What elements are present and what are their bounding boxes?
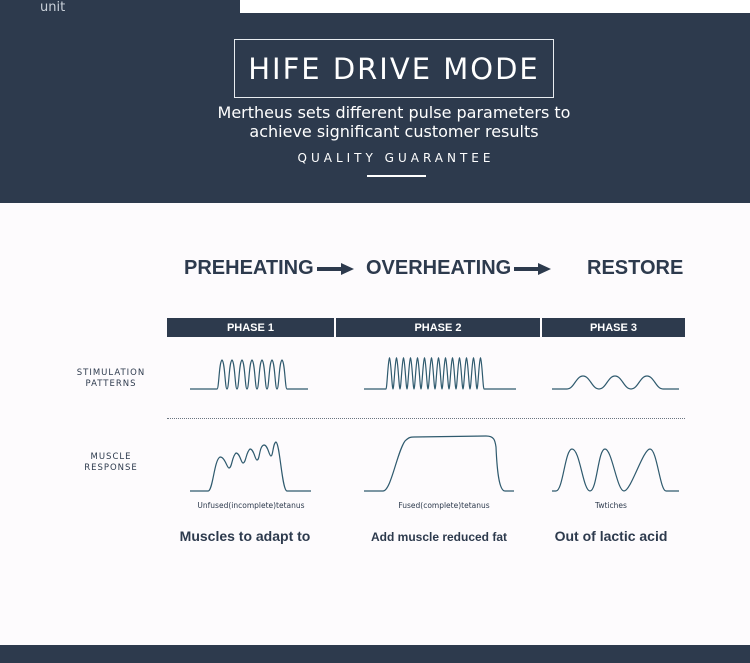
- phase-2-stimulation-wave: [364, 358, 516, 389]
- unit-label: unit: [40, 0, 66, 15]
- phase-2-caption: Fused(complete)tetanus: [398, 501, 490, 510]
- phase-3-result: Out of lactic acid: [554, 528, 668, 544]
- stage-restore: RESTORE: [587, 257, 684, 279]
- quality-guarantee: QUALITY GUARANTEE: [297, 151, 495, 165]
- stage-overheating: OVERHEATING: [366, 257, 512, 279]
- phase-2-result: Add muscle reduced fat: [370, 530, 508, 544]
- muscle-label-line-2: RESPONSE: [84, 463, 138, 473]
- phase-1-bar: PHASE 1: [167, 318, 334, 337]
- subtitle-line-2: achieve significant customer results: [249, 122, 539, 141]
- phase-3-stimulation-wave: [552, 376, 679, 389]
- phase-3-muscle-wave: [552, 449, 679, 491]
- phase-1-stimulation-wave: [190, 360, 308, 389]
- stimulation-label-line-1: STIMULATION: [76, 368, 146, 378]
- phase-1-result: Muscles to adapt to: [179, 528, 311, 544]
- subtitle-line-1: Mertheus sets different pulse parameters to: [217, 103, 571, 122]
- row-divider: [167, 418, 685, 419]
- phase-2-bar: PHASE 2: [336, 318, 540, 337]
- phase-2-muscle-wave: [364, 436, 514, 491]
- page-title: HIFE DRIVE MODE: [248, 51, 540, 86]
- phase-3-caption: Twtiches: [595, 501, 627, 510]
- muscle-label-line-1: MUSCLE: [90, 452, 132, 462]
- phase-1-muscle-wave: [190, 442, 311, 491]
- stimulation-label-line-2: PATTERNS: [85, 379, 137, 389]
- footer-bar: [0, 645, 750, 663]
- stage-preheating: PREHEATING: [184, 257, 314, 279]
- phase-3-bar: PHASE 3: [542, 318, 685, 337]
- phase-1-caption: Unfused(incomplete)tetanus: [197, 501, 305, 510]
